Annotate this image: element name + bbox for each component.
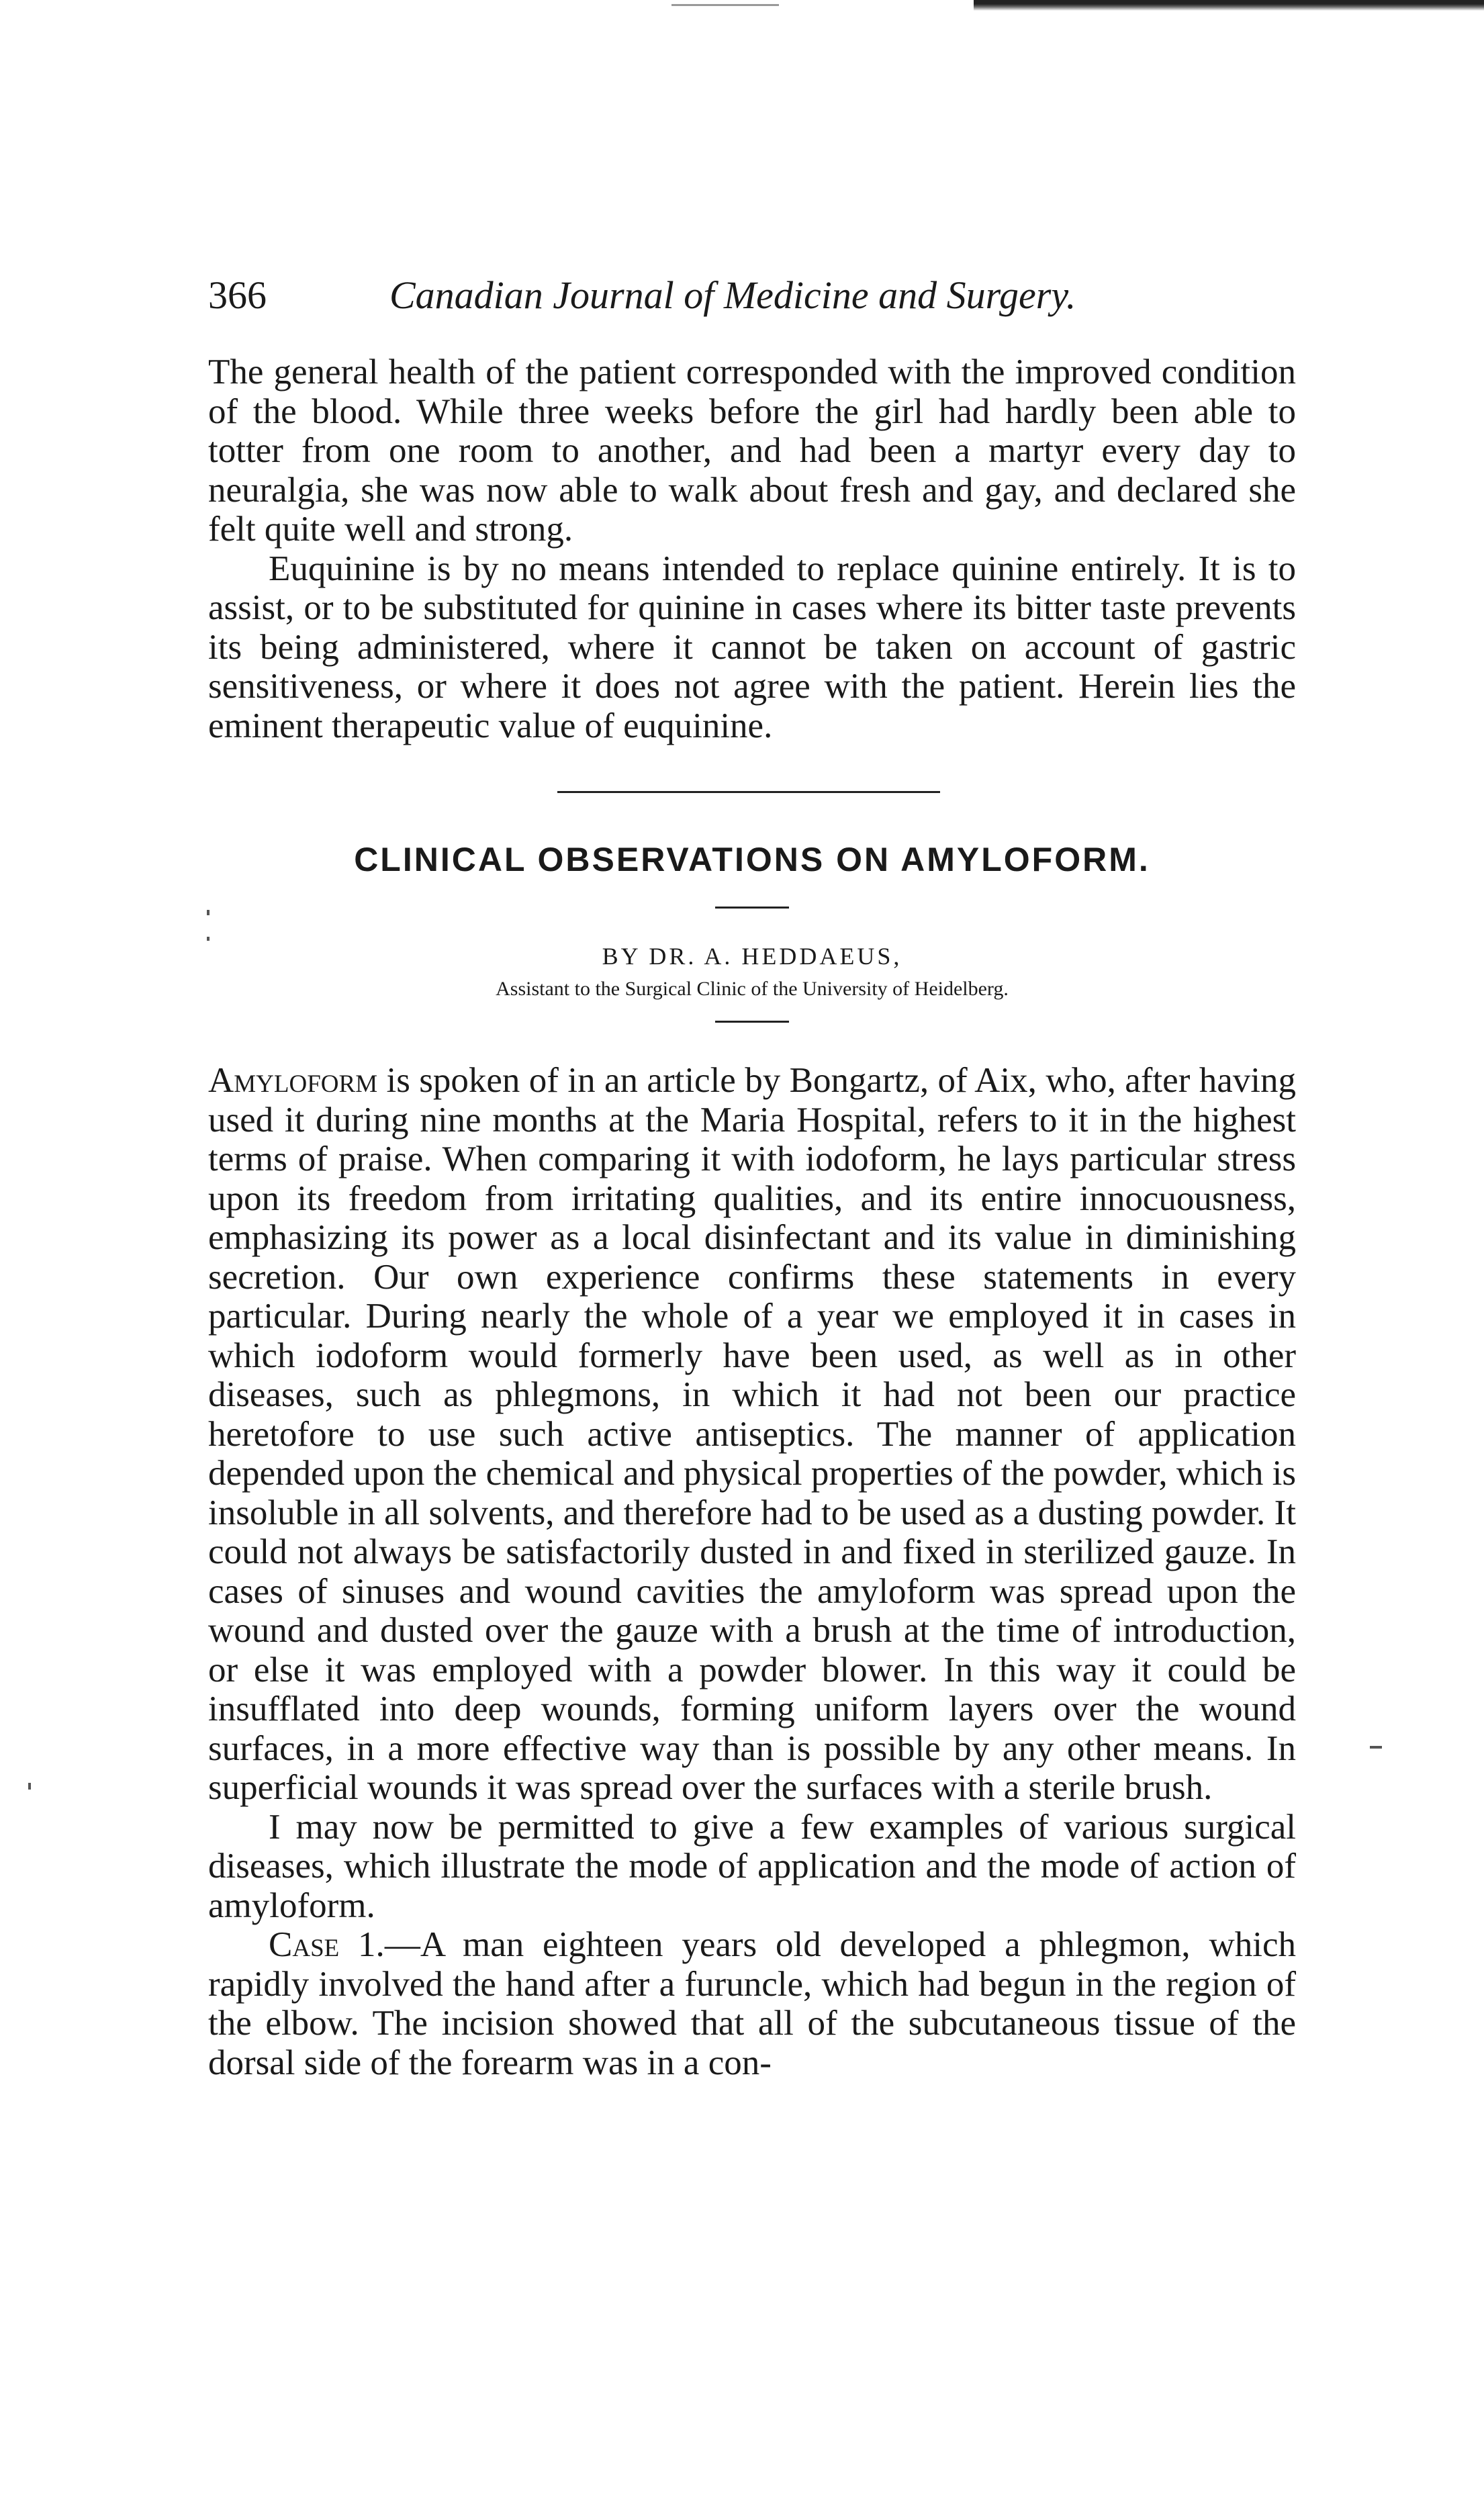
body-paragraph-text: is spoken of in an article by Bongartz, of Aix, who, after having used it during nine months at the Maria Hospital, refers to it in the highest terms of praise. When comparing it with iodoform, he lays particular stress upon its freedom from irritating qualities, and its entire innocuousness, emphasizing its power as a local disinfectant and its value in diminishing secretion. Our own experience confirms these statements in every particular. During nearly the whole of a year we employed it in cases in which iodoform would formerly have been used, as well as in other diseases, such as phlegmons, in which it had not been our practice heretofore to use such active antiseptics. The manner of application depended upon the chemical and physical properties of the powder, which is insoluble in all solvents, and therefore had to be used as a dusting powder. It could not always be satisfactorily dusted in and fixed in sterilized gauze. In cases of sinuses and wound cavities the amyloform was spread upon the wound and dusted over the gauze with a brush at the time of introduction, or else it was employed with a powder blower. In this way it could be insufflated into deep wounds, forming uniform layers over the wound surfaces, in a more effective way than is possible by any other means. In superficial wounds it was spread over the surfaces with a sterile brush. bbox=[208, 1061, 1296, 1807]
article-body bbox=[208, 1061, 1296, 2082]
scan-edge-mark bbox=[671, 4, 779, 6]
margin-speck bbox=[207, 910, 210, 915]
journal-title: Canadian Journal of Medicine and Surgery. bbox=[389, 273, 1076, 317]
author-byline: BY DR. A. HEDDAEUS, bbox=[602, 943, 902, 970]
section-divider bbox=[557, 791, 940, 793]
author-affiliation: Assistant to the Surgical Clinic of the University of Heidelberg. bbox=[496, 978, 1009, 1000]
intro-paragraph: The general health of the patient corresponded with the improved condition of the blood. While three weeks before the girl had hardly been able to totter from one room to another, and had been a martyr every day to neuralgia, she was now able to walk about fresh and gay, and declared she felt quite well and strong. bbox=[208, 353, 1296, 549]
title-rule bbox=[715, 907, 789, 909]
body-paragraph: I may now be permitted to give a few examples of various surgical diseases, which illustrate the mode of application and the mode of action of amyloform. bbox=[208, 1807, 1296, 1925]
page-number: 366 bbox=[208, 273, 267, 317]
lead-word: Amyloform bbox=[208, 1061, 378, 1100]
article-title: CLINICAL OBSERVATIONS ON AMYLOFORM. bbox=[354, 841, 1150, 878]
margin-dash bbox=[1370, 1746, 1382, 1749]
margin-speck bbox=[207, 937, 210, 941]
byline-rule bbox=[715, 1021, 789, 1023]
intro-text bbox=[208, 353, 1296, 745]
intro-paragraph: Euquinine is by no means intended to replace quinine entirely. It is to assist, or to be substituted for quinine in cases where its bitter taste prevents its being administered, where it cannot be taken on account of gastric sensitiveness, or where it does not agree with the patient. Herein lies the eminent therapeutic value of euquinine. bbox=[208, 549, 1296, 745]
case-text: —A man eighteen years old developed a phlegmon, which rapidly involved the hand after a furuncle, which had begun in the region of the elbow. The incision showed that all of the subcutaneous tissue of the dorsal side of the forearm was in a con- bbox=[208, 1925, 1296, 2082]
case-paragraph bbox=[208, 1925, 1296, 2082]
body-paragraph bbox=[208, 1061, 1296, 1808]
margin-speck bbox=[28, 1783, 31, 1790]
scan-edge-shadow bbox=[974, 0, 1484, 11]
case-label: Case 1. bbox=[269, 1925, 385, 1964]
running-header bbox=[208, 265, 1296, 326]
